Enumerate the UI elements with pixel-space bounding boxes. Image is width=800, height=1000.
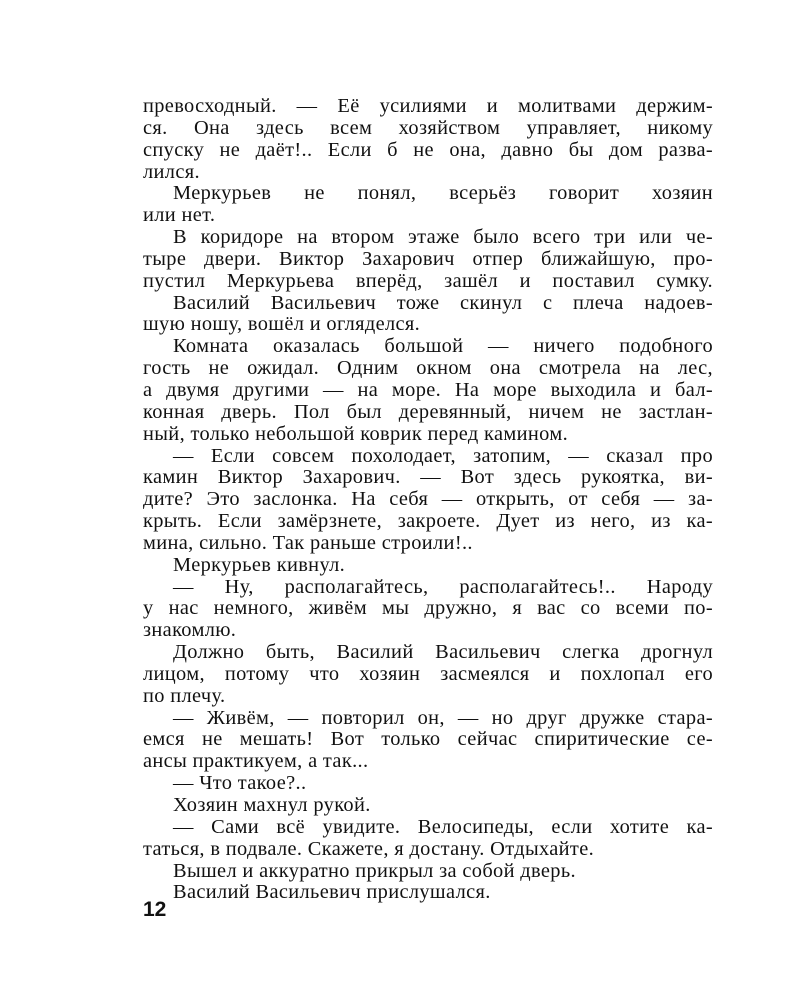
paragraph-first-line: Меркурьев не понял, всерьёз говорит хозяин <box>173 182 713 205</box>
text-line: пустил Меркурьева вперёд, зашёл и поставил сумку. <box>143 269 713 292</box>
text-line: лился. <box>143 160 200 183</box>
paragraph-first-line: Комната оказалась большой — ничего подобного <box>173 335 713 358</box>
paragraph-first-line: Должно быть, Василий Васильевич слегка дрогнул <box>173 641 713 664</box>
paragraph-first-line: Вышел и аккуратно прикрыл за собой дверь. <box>173 859 576 882</box>
text-line: лицом, потому что хозяин засмеялся и похлопал его <box>143 662 713 685</box>
text-line: а двумя другими — на море. На море выходила и бал- <box>143 378 713 401</box>
text-line: емся не мешать! Вот только сейчас спиритические се- <box>143 728 713 751</box>
paragraph-first-line: — Что такое?.. <box>173 772 307 795</box>
paragraph-first-line: В коридоре на втором этаже было всего три или че- <box>173 226 713 249</box>
text-line: спуску не даёт!.. Если б не она, давно бы дом разва- <box>143 138 713 161</box>
text-line: крыть. Если замёрзнете, закроете. Дует из него, из ка- <box>143 510 713 533</box>
book-page-text <box>143 96 713 904</box>
text-line: дите? Это заслонка. На себя — открыть, от себя — за- <box>143 488 713 511</box>
text-line: превосходный. — Её усилиями и молитвами держим- <box>143 95 713 117</box>
text-line: конная дверь. Пол был деревянный, ничем не застлан- <box>143 400 713 423</box>
paragraph-first-line: Василий Васильевич тоже скинул с плеча надоев- <box>173 291 713 314</box>
text-line: знакомлю. <box>143 619 237 642</box>
paragraph-first-line: — Если совсем похолодает, затопим, — сказал про <box>173 444 713 467</box>
text-line: или нет. <box>143 204 216 227</box>
paragraph-first-line: — Живём, — повторил он, — но друг дружке стара- <box>173 706 713 729</box>
text-line: ся. Она здесь всем хозяйством управляет, никому <box>143 116 713 139</box>
text-line: таться, в подвале. Скажете, я достану. Отдыхайте. <box>143 837 595 860</box>
paragraph-first-line: — Сами всё увидите. Велосипеды, если хотите ка- <box>173 815 713 838</box>
text-line: мина, сильно. Так раньше строили!.. <box>143 531 473 554</box>
paragraph-first-line: Хозяин махнул рукой. <box>173 794 371 816</box>
paragraph-first-line: Меркурьев кивнул. <box>173 553 346 576</box>
paragraph-first-line: Василий Васильевич прислушался. <box>173 881 491 904</box>
text-line: шую ношу, вошёл и огляделся. <box>143 313 421 336</box>
text-line: ный, только небольшой коврик перед камином. <box>143 422 569 445</box>
text-line: у нас немного, живём мы дружно, я вас со всеми по- <box>143 597 713 620</box>
text-line: гость не ожидал. Одним окном она смотрела на лес, <box>143 357 713 380</box>
text-line: камин Виктор Захарович. — Вот здесь рукоятка, ви- <box>143 466 713 489</box>
text-line: ансы практикуем, а так... <box>143 750 369 773</box>
text-line: по плечу. <box>143 684 226 707</box>
paragraph-first-line: — Ну, располагайтесь, располагайтесь!.. Народу <box>173 575 713 598</box>
page-number: 12 <box>143 898 167 921</box>
text-line: тыре двери. Виктор Захарович отпер ближайшую, про- <box>143 247 713 270</box>
